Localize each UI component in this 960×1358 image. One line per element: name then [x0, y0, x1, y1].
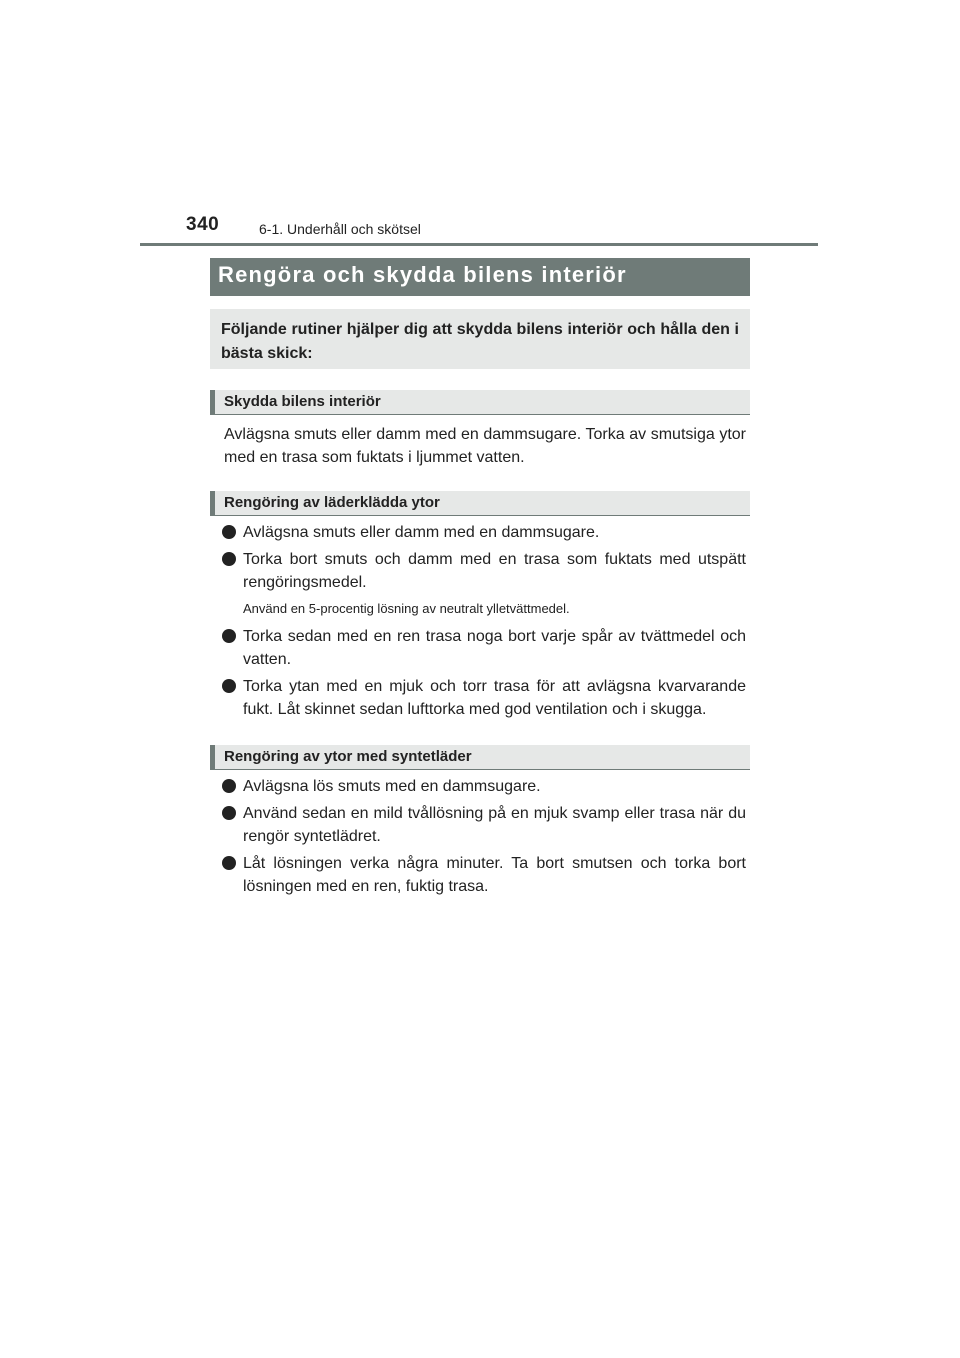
- bullet-icon: [222, 679, 236, 693]
- section-heading-synthetic: [210, 745, 750, 770]
- intro-box: [210, 309, 750, 369]
- section-heading-leather: [210, 491, 750, 516]
- section-heading-text: Rengöring av läderklädda ytor: [224, 494, 440, 511]
- section-heading-protect: [210, 390, 750, 415]
- list-item-text: Använd sedan en mild tvållösning på en mjuk svamp eller trasa när du rengör syntetlädret.: [243, 805, 746, 845]
- section-marker: [210, 491, 215, 516]
- header-rule: [140, 243, 818, 246]
- section-marker: [210, 390, 215, 415]
- running-header: 6-1. Underhåll och skötsel: [259, 221, 421, 237]
- list-item-text: Avlägsna smuts eller damm med en dammsugare.: [243, 524, 600, 541]
- list-item-text: Avlägsna lös smuts med en dammsugare.: [243, 778, 541, 795]
- bullet-icon: [222, 629, 236, 643]
- list-item: [222, 852, 746, 898]
- list-item: [222, 521, 746, 544]
- list-item-text: Torka sedan med en ren trasa noga bort varje spår av tvättmedel och vatten.: [243, 628, 746, 668]
- list-item: [222, 625, 746, 671]
- bullet-icon: [222, 806, 236, 820]
- list-item-text: Torka bort smuts och damm med en trasa som fuktats med utspätt rengöringsmedel.: [243, 551, 746, 591]
- list-item: [222, 802, 746, 848]
- list-item: [222, 775, 746, 798]
- list-item: [222, 675, 746, 721]
- list-item-text: Torka ytan med en mjuk och torr trasa för att avlägsna kvarvarande fukt. Låt skinnet sedan lufttorka med god ventilation och i skugga.: [243, 678, 746, 718]
- bullet-icon: [222, 856, 236, 870]
- list-item-text: Låt lösningen verka några minuter. Ta bort smutsen och torka bort lösningen med en ren, fuktig trasa.: [243, 855, 746, 895]
- bullet-icon: [222, 552, 236, 566]
- list-item: [222, 548, 746, 594]
- intro-text: Följande rutiner hjälper dig att skydda bilens interiör och hålla den i bästa skick:: [221, 321, 739, 362]
- note-text: Använd en 5-procentig lösning av neutralt ylletvättmedel.: [243, 601, 570, 616]
- page-title-text: Rengöra och skydda bilens interiör: [218, 262, 627, 287]
- section-heading-text: Rengöring av ytor med syntetläder: [224, 748, 472, 765]
- section-paragraph: Avlägsna smuts eller damm med en dammsugare. Torka av smutsiga ytor med en trasa som fuktats i ljummet vatten.: [224, 426, 746, 466]
- bullet-icon: [222, 525, 236, 539]
- section-marker: [210, 745, 215, 770]
- page-title: [210, 258, 750, 296]
- page-number: 340: [186, 214, 220, 235]
- bullet-icon: [222, 779, 236, 793]
- section-heading-text: Skydda bilens interiör: [224, 393, 381, 410]
